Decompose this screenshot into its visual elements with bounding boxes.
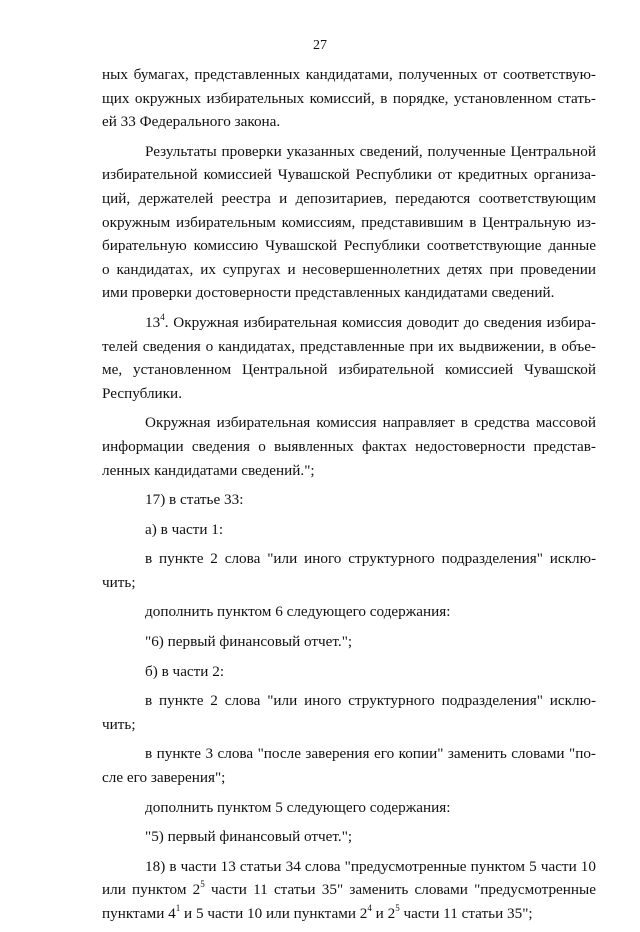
paragraph-item-17: 17) в статье 33: [145, 491, 244, 509]
text-fragment: части 11 статьи 35" заменить словами "предусмотренные [204, 881, 596, 899]
paragraph-verification-results [102, 140, 596, 305]
superscript: 4 [160, 311, 165, 322]
superscript: 5 [200, 879, 205, 890]
text-line: чить; [102, 573, 136, 591]
text-line [102, 878, 596, 902]
paragraph-point-2-part-1 [102, 547, 596, 594]
text-line: ей 33 Федерального закона. [102, 113, 281, 131]
text-line: Результаты проверки указанных сведений, полученные Центральной [145, 142, 596, 160]
paragraph-continuation [102, 63, 596, 134]
text-line: о кандидатах, их супругах и несовершеннолетних детях при проведении [102, 260, 596, 278]
paragraph-point-5-text: "5) первый финансовый отчет."; [145, 828, 353, 846]
text-line [102, 311, 596, 335]
text-fragment: . Окружная избирательная комиссия доводит до сведения избира- [164, 313, 596, 331]
superscript: 5 [395, 902, 400, 913]
text-line [102, 902, 596, 926]
text-line: ных бумагах, представленных кандидатами, полученных от соответствую- [102, 66, 596, 83]
text-line: избирательной комиссией Чувашской Республики от кредитных организа- [102, 166, 596, 184]
superscript: 4 [367, 902, 372, 913]
text-line: ме, установленном Центральной избирательной комиссией Чувашской [102, 361, 596, 379]
paragraph-point-6-text: "6) первый финансовый отчет."; [145, 633, 353, 651]
paragraph-add-point-5: дополнить пунктом 5 следующего содержания: [145, 798, 451, 816]
text-fragment: или пунктом 2 [102, 881, 201, 899]
paragraph-media-notice [102, 411, 596, 482]
text-line: 18) в части 13 статьи 34 слова "предусмотренные пунктом 5 части 10 [145, 857, 596, 875]
document-body [102, 63, 596, 932]
paragraph-item-18 [102, 855, 596, 926]
text-line: информации сведения о выявленных фактах недостоверности представ- [102, 437, 596, 455]
text-line: щих окружных избирательных комиссий, в порядке, установленном стать- [102, 89, 596, 107]
paragraph-point-3-part-2 [102, 742, 596, 789]
paragraph-subitem-a: а) в части 1: [145, 520, 224, 538]
paragraph-point-2-part-2 [102, 689, 596, 736]
text-fragment: и 5 части 10 или пунктами 2 [180, 905, 368, 922]
paragraph-add-point-6: дополнить пунктом 6 следующего содержания: [145, 603, 451, 621]
text-fragment: пунктами 4 [102, 905, 176, 922]
text-line: окружным избирательным комиссиям, представившим в Центральную из- [102, 213, 596, 231]
text-fragment: и 2 [371, 905, 396, 922]
text-line: сле его заверения"; [102, 769, 226, 787]
text-line: чить; [102, 715, 136, 733]
text-line: в пункте 2 слова "или иного структурного подразделения" исклю- [145, 550, 596, 568]
page-number: 27 [313, 38, 327, 53]
text-line: телей сведения о кандидатах, представленные при их выдвижении, в объе- [102, 337, 596, 355]
text-line: ций, держателей реестра и депозитариев, передаются соответствующим [102, 189, 596, 207]
text-line: ими проверки достоверности представленных кандидатами сведений. [102, 284, 555, 302]
text-line: ленных кандидатами сведений."; [102, 461, 315, 479]
text-line: Республики. [102, 384, 182, 402]
text-fragment: части 11 статьи 35"; [399, 905, 533, 922]
text-line: Окружная избирательная комиссия направляет в средства массовой [145, 414, 596, 432]
superscript: 1 [175, 902, 181, 913]
clause-number: 13 [145, 313, 161, 331]
paragraph-13-4 [102, 311, 596, 405]
paragraph-subitem-b: б) в части 2: [145, 662, 225, 680]
text-line: в пункте 2 слова "или иного структурного подразделения" исклю- [145, 692, 596, 710]
text-line: бирательную комиссию Чувашской Республики соответствующие данные [102, 237, 596, 255]
text-line: в пункте 3 слова "после заверения его копии" заменить словами "по- [145, 745, 596, 763]
